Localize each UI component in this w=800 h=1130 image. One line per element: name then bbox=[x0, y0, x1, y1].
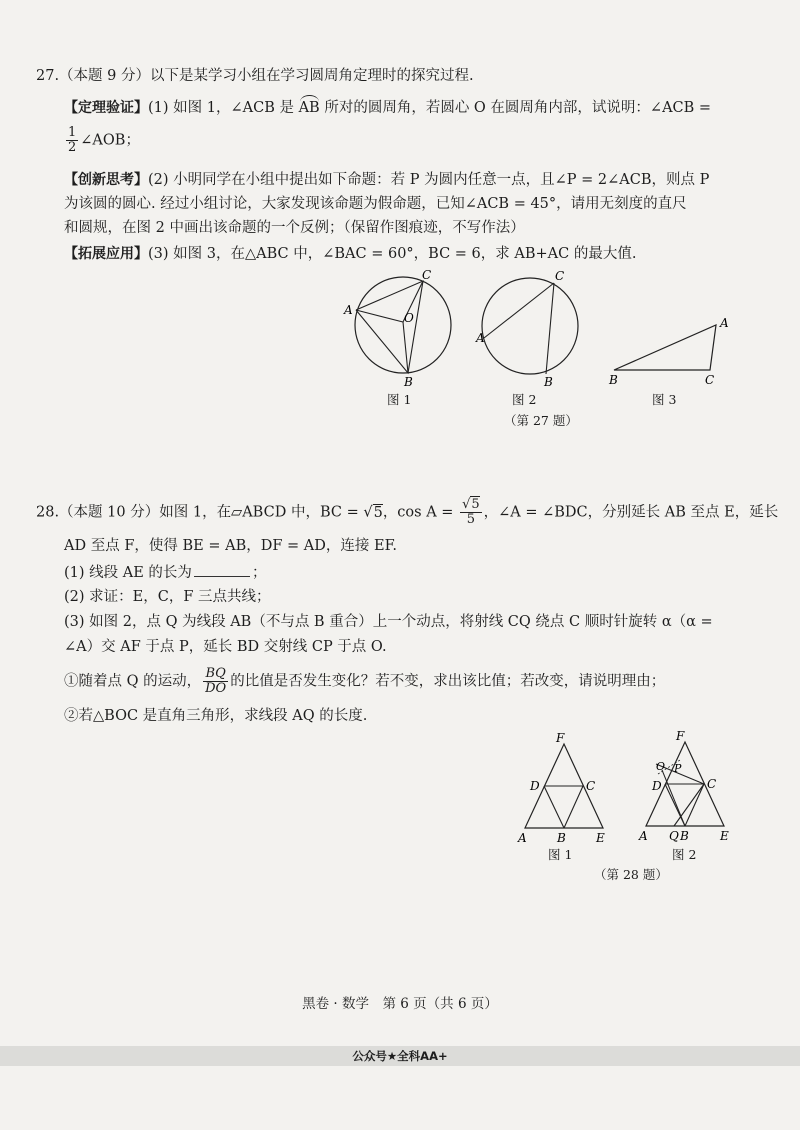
q28-caption: （第 28 题） bbox=[594, 867, 668, 882]
svg-text:C: C bbox=[707, 777, 717, 791]
q27-part1: 【定理验证】(1) 如图 1，∠ACB 是 AB 所对的圆周角，若圆心 O 在圆周角内部，试说明：∠ACB = bbox=[64, 100, 712, 116]
arc-ab: AB bbox=[298, 100, 320, 116]
svg-text:B: B bbox=[680, 829, 689, 843]
svg-text:B: B bbox=[609, 373, 618, 387]
q27-figure3 bbox=[606, 310, 736, 390]
q27-part2-line3: 和圆规，在图 2 中画出该命题的一个反例；（保留作图痕迹，不写作法） bbox=[64, 220, 525, 236]
svg-text:F: F bbox=[556, 731, 565, 745]
q28-sub3-cont: ∠A）交 AF 于点 P，延长 BD 交射线 CP 于点 O. bbox=[64, 639, 387, 655]
svg-text:Q: Q bbox=[669, 829, 679, 843]
svg-text:A: A bbox=[639, 829, 648, 843]
q27-part2: 【创新思考】(2) 小明同学在小组中提出如下命题：若 P 为圆内任意一点，且∠P = 2∠ACB，则点 P bbox=[64, 172, 710, 188]
fraction-cos: $\frac{√5}{5}$ bbox=[462, 497, 480, 527]
q27-figure2 bbox=[472, 270, 582, 390]
q27-part2-line2: 为该圆的圆心. 经过小组讨论，大家发现该命题为假命题，已知∠ACB = 45°，请用无刻度的直尺 bbox=[64, 196, 687, 212]
svg-text:B: B bbox=[557, 831, 566, 845]
svg-text:B: B bbox=[404, 375, 413, 389]
q28-line2: AD 至点 F，使得 BE = AB，DF = AD，连接 EF. bbox=[64, 538, 397, 554]
svg-text:F: F bbox=[676, 730, 685, 743]
watermark: 公众号★全科AA+ bbox=[352, 1049, 448, 1063]
svg-text:A: A bbox=[720, 316, 729, 330]
svg-text:A: A bbox=[344, 303, 353, 317]
page-footer: 黑卷 · 数学 第 6 页（共 6 页） bbox=[302, 996, 498, 1012]
q27-head: 27.（本题 9 分）以下是某学习小组在学习圆周角定理时的探究过程. bbox=[36, 68, 474, 84]
q28-fig2-label: 图 2 bbox=[672, 847, 697, 862]
q28-sub1: (1) 线段 AE 的长为 ； bbox=[64, 562, 266, 583]
fraction-bq-do: $\frac{BQ}{DO}$ bbox=[205, 666, 227, 696]
q27-part1-cont: $\frac{1}{2}$ ∠AOB； bbox=[68, 125, 140, 155]
q27-tag-innovate: 【创新思考】 bbox=[64, 172, 148, 188]
svg-text:A: A bbox=[476, 331, 485, 345]
q27-fig3-label: 图 3 bbox=[652, 392, 677, 407]
svg-text:C: C bbox=[586, 779, 596, 793]
svg-text:E: E bbox=[720, 829, 729, 843]
answer-blank bbox=[194, 562, 250, 577]
q27-caption: （第 27 题） bbox=[504, 413, 578, 428]
q28-sub3-1: ①随着点 Q 的运动， $\frac{BQ}{DO}$ 的比值是否发生变化？若不变，求出该比值；若改变，请说明理由； bbox=[64, 666, 666, 696]
svg-text:B: B bbox=[544, 375, 553, 389]
q27-part3: 【拓展应用】(3) 如图 3，在△ABC 中，∠BAC = 60°，BC = 6，求 AB+AC 的最大值. bbox=[64, 246, 637, 262]
circle-2 bbox=[482, 278, 578, 374]
q28-sub2: (2) 求证：E，C，F 三点共线； bbox=[64, 589, 271, 605]
fraction-half: $\frac{1}{2}$ bbox=[68, 125, 77, 155]
svg-text:D: D bbox=[652, 779, 662, 793]
svg-text:O: O bbox=[656, 760, 666, 773]
q28-head: 28.（本题 10 分）如图 1，在▱ABCD 中，BC = √5，cos A = $\frac{√5}{5}$ ，∠A = ∠BDC，分别延长 AB 至点 E，延长 bbox=[36, 497, 779, 527]
svg-text:C: C bbox=[705, 373, 715, 387]
q27-fig2-label: 图 2 bbox=[512, 392, 537, 407]
svg-text:C: C bbox=[555, 270, 565, 283]
sqrt-5: 5 bbox=[373, 504, 383, 521]
triangle-abc-3 bbox=[614, 325, 716, 370]
svg-text:E: E bbox=[596, 831, 605, 845]
svg-text:C: C bbox=[422, 270, 432, 282]
q27-tag-verify: 【定理验证】 bbox=[64, 100, 148, 116]
q28-figure1 bbox=[510, 730, 620, 845]
q27-tag-extend: 【拓展应用】 bbox=[64, 246, 148, 262]
q28-fig1-label: 图 1 bbox=[548, 847, 573, 862]
svg-text:D: D bbox=[530, 779, 540, 793]
q27-figure1 bbox=[336, 270, 466, 390]
q28-sub3: (3) 如图 2，点 Q 为线段 AB（不与点 B 重合）上一个动点，将射线 CQ 绕点 C 顺时针旋转 α（α = bbox=[64, 614, 713, 630]
q28-figure2 bbox=[634, 730, 744, 845]
svg-text:A: A bbox=[518, 831, 527, 845]
q28-sub3-2: ②若△BOC 是直角三角形，求线段 AQ 的长度. bbox=[64, 708, 368, 724]
q27-fig1-label: 图 1 bbox=[387, 392, 412, 407]
svg-text:O: O bbox=[404, 311, 414, 325]
svg-text:P: P bbox=[674, 762, 682, 775]
